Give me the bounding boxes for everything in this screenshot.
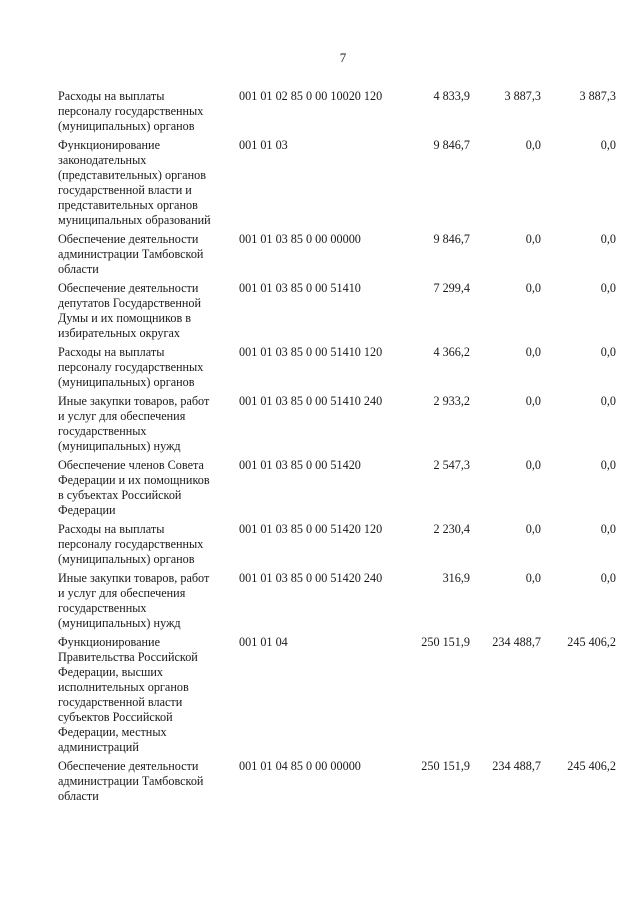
row-value-1: 2 547,3 (433, 458, 470, 472)
row-value-2: 0,0 (525, 458, 541, 472)
row-value-2: 0,0 (525, 522, 541, 536)
row-code: 001 01 03 85 0 00 00000 (239, 232, 361, 246)
row-value-1: 316,9 (442, 571, 470, 585)
row-value-3: 0,0 (600, 281, 616, 295)
budget-table (58, 89, 618, 808)
row-value-3: 0,0 (600, 138, 616, 152)
row-name: Обеспечение деятельности депутатов Государственной Думы и их помощников в избирательных округах (58, 281, 201, 340)
table-row (58, 345, 618, 390)
table-row (58, 522, 618, 567)
row-value-1: 2 230,4 (433, 522, 470, 536)
row-name: Обеспечение деятельности администрации Тамбовской области (58, 759, 204, 803)
row-value-1: 9 846,7 (433, 232, 470, 246)
row-value-2: 0,0 (525, 394, 541, 408)
row-value-2: 234 488,7 (492, 635, 541, 649)
row-value-2: 234 488,7 (492, 759, 541, 773)
row-name: Обеспечение членов Совета Федерации и их помощников в субъектах Российской Федерации (58, 458, 210, 517)
row-code: 001 01 03 85 0 00 51410 (239, 281, 361, 295)
row-name: Иные закупки товаров, работ и услуг для обеспечения государственных (муниципальных) нужд (58, 571, 210, 630)
row-value-3: 3 887,3 (579, 89, 616, 103)
row-value-1: 250 151,9 (421, 635, 470, 649)
row-code: 001 01 03 85 0 00 51420 240 (239, 571, 383, 585)
row-value-3: 245 406,2 (567, 635, 616, 649)
row-name: Расходы на выплаты персоналу государственных (муниципальных) органов (58, 522, 204, 566)
row-value-2: 3 887,3 (504, 89, 541, 103)
row-code: 001 01 04 85 0 00 00000 (239, 759, 361, 773)
row-value-3: 0,0 (600, 345, 616, 359)
row-value-3: 0,0 (600, 458, 616, 472)
row-code: 001 01 03 85 0 00 51410 120 (239, 345, 383, 359)
row-name: Функционирование Правительства Российской Федерации, высших исполнительных органов государственной власти субъектов Российской Федерации, местных администраций (58, 635, 198, 754)
table-row (58, 635, 618, 755)
row-name: Иные закупки товаров, работ и услуг для обеспечения государственных (муниципальных) нужд (58, 394, 210, 453)
table-row (58, 458, 618, 518)
row-value-1: 4 366,2 (433, 345, 470, 359)
row-code: 001 01 02 85 0 00 10020 120 (239, 89, 383, 103)
row-code: 001 01 03 85 0 00 51410 240 (239, 394, 383, 408)
row-value-1: 2 933,2 (433, 394, 470, 408)
table-row (58, 394, 618, 454)
table-row (58, 759, 618, 804)
table-row (58, 138, 618, 228)
row-value-2: 0,0 (525, 345, 541, 359)
row-code: 001 01 03 (239, 138, 288, 152)
table-row (58, 232, 618, 277)
row-value-3: 245 406,2 (567, 759, 616, 773)
row-name: Расходы на выплаты персоналу государственных (муниципальных) органов (58, 345, 204, 389)
table-row (58, 89, 618, 134)
row-value-3: 0,0 (600, 522, 616, 536)
row-name: Функционирование законодательных (представительных) органов государственной власти и представительных органов муниципальных образований (58, 138, 211, 227)
row-value-2: 0,0 (525, 281, 541, 295)
row-value-3: 0,0 (600, 571, 616, 585)
row-name: Обеспечение деятельности администрации Тамбовской области (58, 232, 204, 276)
row-value-1: 250 151,9 (421, 759, 470, 773)
row-value-1: 7 299,4 (433, 281, 470, 295)
row-code: 001 01 03 85 0 00 51420 120 (239, 522, 383, 536)
row-value-1: 9 846,7 (433, 138, 470, 152)
row-name: Расходы на выплаты персоналу государственных (муниципальных) органов (58, 89, 204, 133)
page-number: 7 (339, 50, 347, 65)
row-value-1: 4 833,9 (433, 89, 470, 103)
table-row (58, 571, 618, 631)
row-value-2: 0,0 (525, 232, 541, 246)
row-code: 001 01 03 85 0 00 51420 (239, 458, 361, 472)
row-value-3: 0,0 (600, 232, 616, 246)
row-code: 001 01 04 (239, 635, 288, 649)
table-row (58, 281, 618, 341)
row-value-2: 0,0 (525, 571, 541, 585)
row-value-2: 0,0 (525, 138, 541, 152)
row-value-3: 0,0 (600, 394, 616, 408)
